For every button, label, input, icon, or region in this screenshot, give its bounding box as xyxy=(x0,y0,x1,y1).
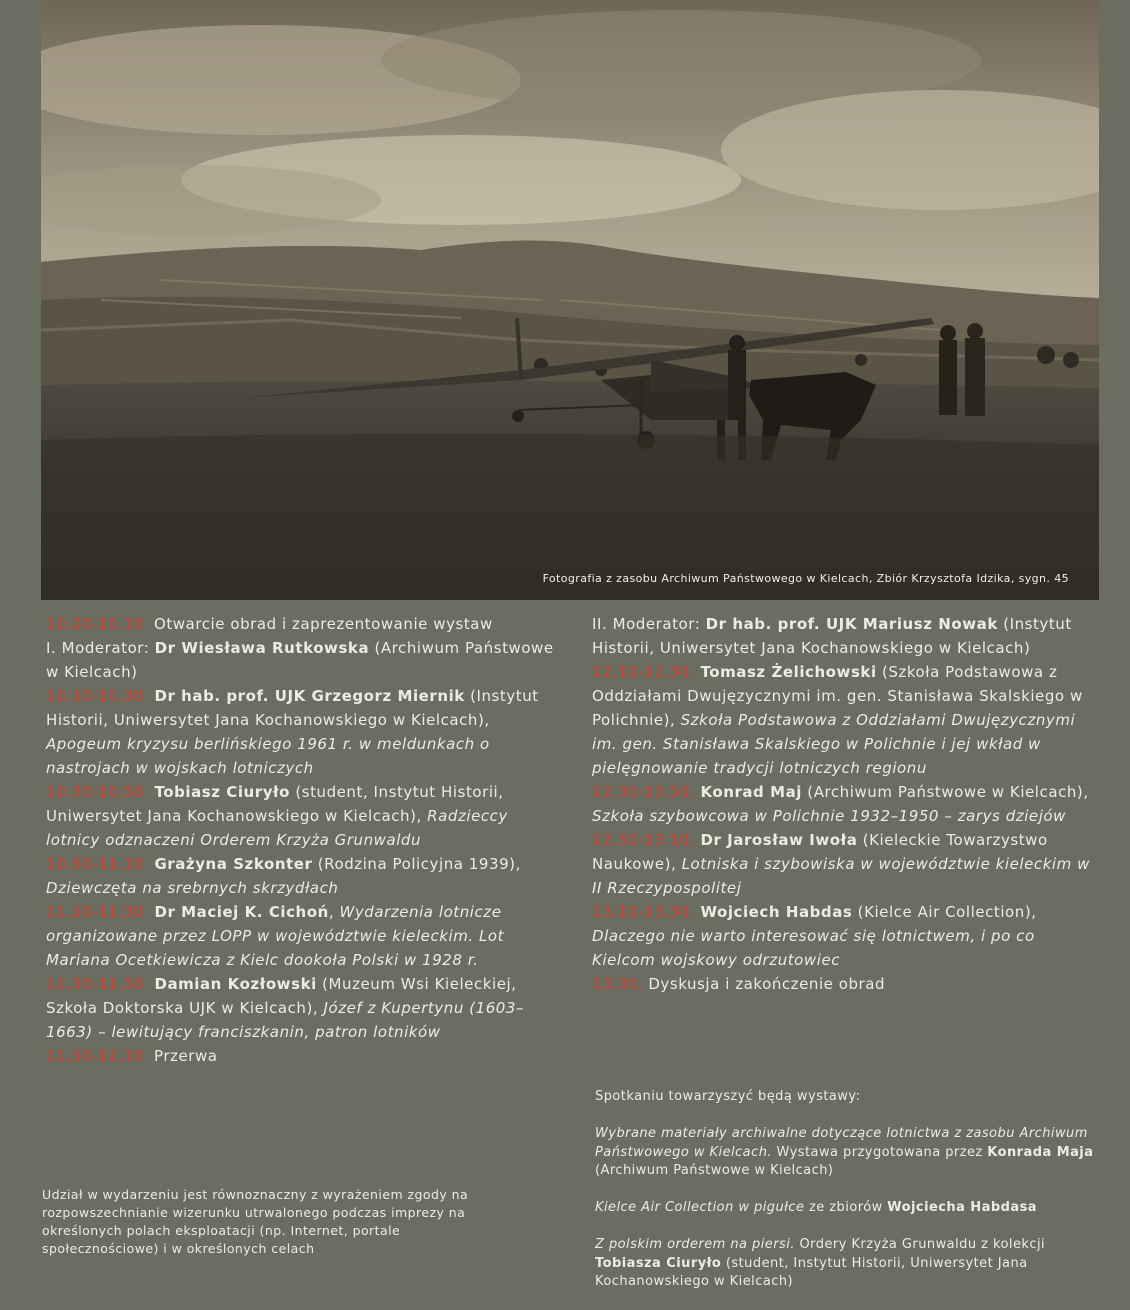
program-entry xyxy=(46,900,566,972)
time-slot: 11.10-11.30. xyxy=(46,903,149,921)
time-slot: 10.10-10.30. xyxy=(46,687,149,705)
talk-title: Apogeum kryzysu berlińskiego 1961 r. w meldunkach o nastrojach w wojskach lotniczych xyxy=(46,735,490,777)
historic-photo xyxy=(41,0,1099,600)
time-slot: 11.50-12.10. xyxy=(46,1047,149,1065)
speaker-name: Dr hab. prof. UJK Mariusz Nowak xyxy=(705,615,998,633)
speaker-name: Dr hab. prof. UJK Grzegorz Miernik xyxy=(148,687,465,705)
program-entry xyxy=(46,780,566,852)
talk-title: Szkoła szybowcowa w Polichnie 1932–1950 – zarys dziejów xyxy=(592,807,1066,825)
time-slot: 10.30-10.50. xyxy=(46,783,149,801)
time-slot: 12.50-13.10. xyxy=(592,831,695,849)
speaker-name: Dr Jarosław Iwoła xyxy=(694,831,858,849)
entry-text: Przerwa xyxy=(148,1047,218,1065)
time-slot: 13.10-13.30. xyxy=(592,903,695,921)
entry-text: Wystawa przygotowana przez xyxy=(771,1144,988,1160)
speaker-name: Konrada Maja xyxy=(987,1144,1094,1160)
entry-text: (Archiwum Państwowe w Kielcach) xyxy=(595,1163,834,1178)
entry-text: (Rodzina Policyjna 1939), xyxy=(312,855,521,873)
consent-notice: Udział w wydarzeniu jest równoznaczny z wyrażeniem zgody na rozpowszechnianie wizerunku utrwalonego podczas imprezy na określonych polach eksploatacji (np. Internet, portale społecznościowe) i w określonych celach xyxy=(42,1187,469,1256)
exhibition-entry xyxy=(595,1125,1100,1181)
entry-text: I. Moderator: xyxy=(46,639,155,657)
speaker-name: Tobiasza Ciuryło xyxy=(595,1255,722,1271)
entry-text: (Muzeum Wsi Kieleckiej, Szkoła Doktorska UJK w Kielcach), xyxy=(46,975,517,1017)
photo-caption: Fotografia z zasobu Archiwum Państwowego w Kielcach, Zbiór Krzysztofa Idzika, sygn. 45 xyxy=(542,572,1069,585)
speaker-name: Konrad Maj xyxy=(694,783,802,801)
time-slot: 10.00-10.10. xyxy=(46,615,149,633)
entry-text: (Kieleckie Towarzystwo Naukowe), xyxy=(592,831,1048,873)
exhibition-entry xyxy=(595,1236,1100,1292)
talk-title: Dlaczego nie warto interesować się lotnictwem, i po co Kielcom wojskowy odrzutowiec xyxy=(592,927,1035,969)
speaker-name: Damian Kozłowski xyxy=(148,975,317,993)
entry-text: Spotkaniu towarzyszyć będą wystawy: xyxy=(595,1089,861,1104)
program-entry xyxy=(592,972,1102,996)
entry-text: (Archiwum Państwowe w Kielcach), xyxy=(801,783,1089,801)
program-entry xyxy=(592,780,1102,828)
program-entry xyxy=(46,612,566,636)
speaker-name: Wojciech Habdas xyxy=(694,903,853,921)
speaker-name: Tobiasz Ciuryło xyxy=(148,783,290,801)
talk-title: Wydarzenia lotnicze organizowane przez LOPP w województwie kieleckim. Lot Mariana Ocetkiewicza z Kielc dookoła Polski w 1928 r. xyxy=(46,903,505,969)
program-entry xyxy=(46,636,566,684)
exhibition-entry xyxy=(595,1199,1100,1218)
program-entry xyxy=(592,660,1102,780)
speaker-name: Dr Maciej K. Cichoń xyxy=(148,903,329,921)
glider-photo-illustration xyxy=(41,0,1099,600)
entry-text: (student, Instytut Historii, Uniwersytet Jana Kochanowskiego w Kielcach) xyxy=(595,1255,1028,1289)
time-slot: 11.30-11.50. xyxy=(46,975,149,993)
entry-text: II. Moderator: xyxy=(592,615,706,633)
entry-text: (Kielce Air Collection), xyxy=(852,903,1037,921)
exhibitions-section xyxy=(595,1088,1100,1310)
speaker-name: Dr Wiesława Rutkowska xyxy=(154,639,370,657)
entry-text: Dyskusja i zakończenie obrad xyxy=(643,975,886,993)
time-slot: 12.30-12.50. xyxy=(592,783,695,801)
program-entry xyxy=(46,852,566,900)
talk-title: Lotniska i szybowiska w województwie kieleckim w II Rzeczypospolitej xyxy=(592,855,1090,897)
program-entry xyxy=(46,684,566,780)
time-slot: 10.50-11.10. xyxy=(46,855,149,873)
time-slot: 12.10-12.30. xyxy=(592,663,695,681)
entry-text: (Instytut Historii, Uniwersytet Jana Kochanowskiego w Kielcach) xyxy=(592,615,1072,657)
entry-text: , xyxy=(328,903,340,921)
talk-title: Z polskim orderem na piersi. xyxy=(595,1237,795,1252)
speaker-name: Tomasz Żelichowski xyxy=(694,663,877,681)
talk-title: Szkoła Podstawowa z Oddziałami Dwujęzycznymi im. gen. Stanisława Skalskiego w Polichnie i jej wkład w pielęgnowanie tradycji lotniczych regionu xyxy=(592,711,1076,777)
program-column-right xyxy=(592,612,1102,996)
entry-text: (student, Instytut Historii, Uniwersytet Jana Kochanowskiego w Kielcach), xyxy=(46,783,504,825)
program-entry xyxy=(46,1044,566,1068)
talk-title: Wybrane materiały archiwalne dotyczące lotnictwa z zasobu Archiwum Państwowego w Kielcach. xyxy=(595,1126,1088,1160)
program-entry xyxy=(592,828,1102,900)
talk-title: Dziewczęta na srebrnych skrzydłach xyxy=(46,879,339,897)
entry-text: (Archiwum Państwowe w Kielcach) xyxy=(46,639,554,681)
time-slot: 13.30. xyxy=(592,975,644,993)
program-entry xyxy=(592,612,1102,660)
talk-title: Kielce Air Collection w pigułce xyxy=(595,1200,805,1215)
entry-text: (Szkoła Podstawowa z Oddziałami Dwujęzycznymi im. gen. Stanisława Skalskiego w Polichnie), xyxy=(592,663,1083,729)
exhibition-entry xyxy=(595,1088,1100,1107)
entry-text: (Instytut Historii, Uniwersytet Jana Kochanowskiego w Kielcach), xyxy=(46,687,539,729)
speaker-name: Wojciecha Habdasa xyxy=(887,1200,1037,1215)
program-entry xyxy=(592,900,1102,972)
speaker-name: Grażyna Szkonter xyxy=(148,855,313,873)
talk-title: Radzieccy lotnicy odznaczeni Orderem Krzyża Grunwaldu xyxy=(46,807,508,849)
entry-text: Otwarcie obrad i zaprezentowanie wystaw xyxy=(148,615,493,633)
program-entry xyxy=(46,972,566,1044)
entry-text: ze zbiorów xyxy=(804,1200,888,1215)
entry-text: Ordery Krzyża Grunwaldu z kolekcji xyxy=(794,1237,1046,1252)
program-column-left xyxy=(46,612,566,1068)
talk-title: Józef z Kupertynu (1603–1663) – lewitujący franciszkanin, patron lotników xyxy=(46,999,525,1041)
